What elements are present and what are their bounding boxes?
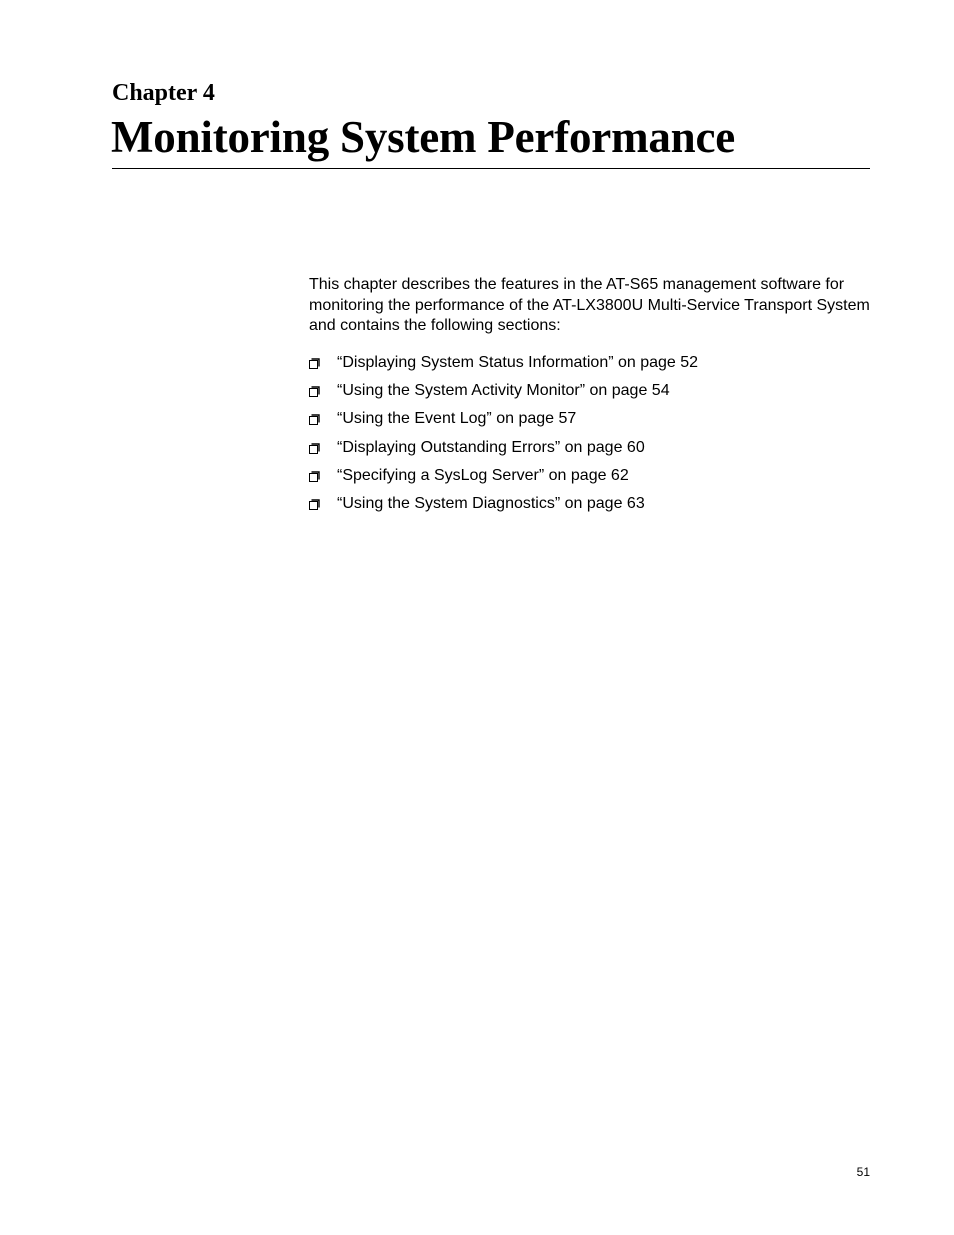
section-link[interactable] — [309, 466, 698, 494]
section-link-label: “Using the System Diagnostics” on page 63 — [337, 494, 645, 512]
chapter-label: Chapter 4 — [112, 80, 215, 106]
chapter-title: Monitoring System Performance — [111, 112, 736, 162]
section-link[interactable] — [309, 353, 698, 381]
checkbox-icon — [309, 358, 320, 369]
section-link-label: “Displaying System Status Information” on page 52 — [337, 354, 699, 371]
page-number: 51 — [856, 1165, 870, 1179]
section-list — [309, 353, 698, 522]
intro-paragraph: This chapter describes the features in the AT-S65 management software for monitoring the performance of the AT-LX3800U Multi-Service Transport System and contains the following sections: — [309, 276, 870, 334]
section-link[interactable] — [309, 494, 698, 522]
section-link-label: “Using the System Activity Monitor” on page 54 — [337, 382, 670, 400]
checkbox-icon — [309, 386, 320, 397]
section-link-label: “Specifying a SysLog Server” on page 62 — [337, 466, 629, 484]
section-link-label: “Displaying Outstanding Errors” on page 60 — [337, 438, 645, 456]
section-link[interactable] — [309, 381, 698, 409]
checkbox-icon — [309, 414, 320, 425]
title-divider — [112, 168, 870, 169]
checkbox-icon — [309, 499, 320, 510]
section-link[interactable] — [309, 409, 698, 437]
checkbox-icon — [309, 471, 320, 482]
section-link[interactable] — [309, 438, 698, 466]
checkbox-icon — [309, 443, 320, 454]
section-link-label: “Using the Event Log” on page 57 — [337, 410, 577, 428]
